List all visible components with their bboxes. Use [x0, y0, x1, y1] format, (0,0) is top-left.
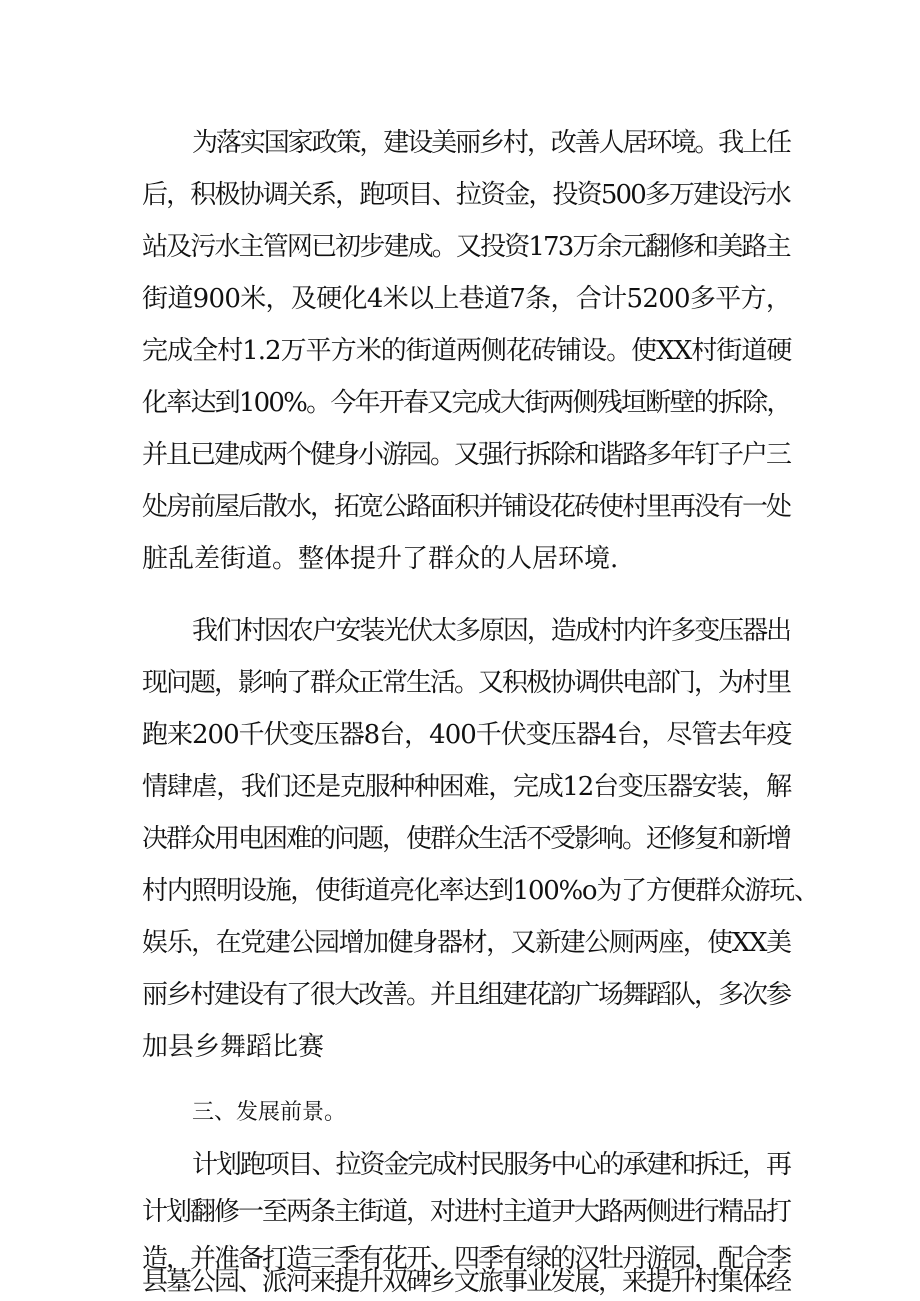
paragraph-2-line-7: 娱乐，在党建公园增加健身器材，又新建公厕两座，使XX美: [142, 928, 791, 958]
paragraph-3-line-3: 造，并准备打造三季有花开、四季有绿的汉牡丹游园，配合李: [142, 1244, 791, 1274]
paragraph-1-line-4: 街道900米，及硬化4米以上巷道7条，合计5200多平方，: [142, 284, 792, 314]
paragraph-2-line-5: 决群众用电困难的问题，使群众生活不受影响。还修复和新增: [142, 824, 791, 854]
paragraph-1-line-1: 为落实国家政策，建设美丽乡村，改善人居环境。我上任: [192, 128, 790, 158]
paragraph-1-line-3: 站及污水主管网已初步建成。又投资173万余元翻修和美路主: [142, 232, 790, 262]
paragraph-2-line-6: 村内照明设施，使街道亮化率达到100%o为了方便群众游玩、: [142, 876, 819, 906]
paragraph-2-line-3: 跑来200千伏变压器8台，400千伏变压器4台，尽管去年疫: [142, 720, 792, 750]
section-heading: 三、发展前景。: [192, 1100, 347, 1125]
paragraph-1-line-2: 后，积极协调关系，跑项目、拉资金，投资500多万建设污水: [142, 180, 790, 210]
paragraph-1-line-9: 脏乱差街道。整体提升了群众的人居环境.: [142, 544, 619, 574]
paragraph-2-line-8: 丽乡村建设有了很大改善。并且组建花韵广场舞蹈队，多次参: [142, 980, 791, 1010]
paragraph-1-line-6: 化率达到100%。今年开春又完成大街两侧残垣断壁的拆除，: [142, 388, 791, 418]
paragraph-2-line-1: 我们村因农户安装光伏太多原因，造成村内许多变压器出: [192, 616, 790, 646]
paragraph-2-line-4: 情肆虐，我们还是克服种种困难，完成12台变压器安装，解: [142, 772, 791, 802]
paragraph-3-line-1: 计划跑项目、拉资金完成村民服务中心的承建和拆迁，再: [192, 1150, 790, 1180]
paragraph-2-line-9: 加县乡舞蹈比赛: [142, 1032, 325, 1062]
paragraph-2-line-2: 现问题，影响了群众正常生活。又积极协调供电部门，为村里: [142, 668, 791, 698]
paragraph-3-line-2: 计划翻修一至两条主街道，对进村主道尹大路两侧进行精品打: [142, 1197, 791, 1227]
paragraph-3-line-4: 县墓公园、派河来提升双碑乡文旅事业发展，来提升村集体经: [142, 1267, 791, 1297]
paragraph-1-line-7: 并且已建成两个健身小游园。又强行拆除和谐路多年钉子户三: [142, 440, 791, 470]
paragraph-1-line-5: 完成全村1.2万平方米的街道两侧花砖铺设。使XX村街道硬: [142, 336, 792, 366]
paragraph-1-line-8: 处房前屋后散水，拓宽公路面积并铺设花砖使村里再没有一处: [142, 492, 791, 522]
